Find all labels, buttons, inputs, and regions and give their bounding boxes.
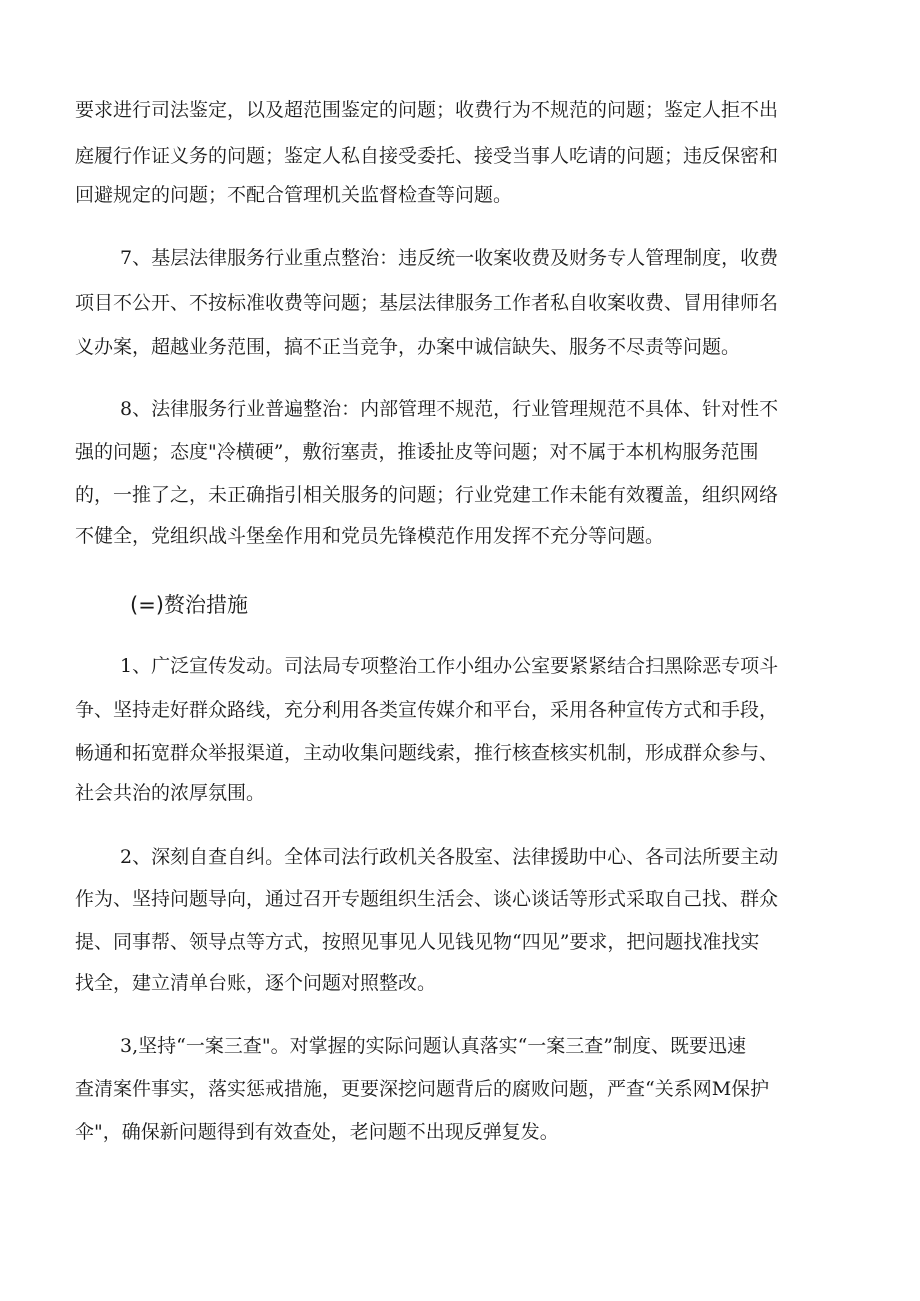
text-line: 社会共治的浓厚氛围。 (75, 782, 266, 804)
text-line: 作为、坚持问题导向，通过召开专题组织生活会、谈心谈话等形式采取自己找、群众 (75, 888, 779, 910)
text-line: 庭履行作证义务的问题；鉴定人私自接受委托、接受当事人吃请的问题；违反保密和 (75, 145, 779, 167)
section-heading: (=)赘治措施 (130, 593, 248, 617)
text-line: 项目不公开、不按标准收费等问题；基层法律服务工作者私自收案收费、冒用律师名 (75, 292, 779, 314)
text-line: 不健全，党组织战斗堡垒作用和党员先锋模范作用发挥不充分等问题。 (75, 525, 665, 547)
text-line: 1、广泛宣传发动。司法局专项整治工作小组办公室要紧紧结合扫黑除恶专项斗 (120, 655, 779, 677)
text-line: 8、法律服务行业普遍整治：内部管理不规范，行业管理规范不具体、针对性不 (120, 398, 779, 420)
text-line: 伞"，确保新问题得到有效查处，老问题不出现反弹复发。 (75, 1121, 559, 1143)
text-line: 畅通和拓宽群众举报渠道，主动收集问题线索，推行核查核实机制，形成群众参与、 (75, 742, 779, 764)
text-line: 争、坚持走好群众路线，充分利用各类宣传媒介和平台，采用各种宣传方式和手段， (75, 699, 779, 721)
text-line: 3,坚持“一案三查"。对掌握的实际问题认真落实“一案三查”制度、既要迅速 (120, 1035, 747, 1057)
text-line: 2、深刻自查自纠。全体司法行政机关各股室、法律援助中心、各司法所要主动 (120, 846, 779, 868)
text-line: 强的问题；态度"冷横硬”，敷衍塞责，推诿扯皮等问题；对不属于本机构服务范围 (75, 441, 759, 463)
text-line: 找全，建立清单台账，逐个问题对照整改。 (75, 972, 437, 994)
text-line: 义办案，超越业务范围，搞不正当竞争，办案中诚信缺失、服务不尽责等问题。 (75, 336, 741, 358)
text-line: 回避规定的问题；不配合管理机关监督检查等问题。 (75, 184, 513, 206)
text-line: 提、同事帮、领导点等方式，按照见事见人见钱见物“四见”要求，把问题找准找实 (75, 931, 760, 953)
text-line: 7、基层法律服务行业重点整治：违反统一收案收费及财务专人管理制度，收费 (120, 247, 779, 269)
text-line: 的，一推了之，未正确指引相关服务的问题；行业党建工作未能有效覆盖，组织网络 (75, 484, 779, 506)
text-line: 要求进行司法鉴定，以及超范围鉴定的问题；收费行为不规范的问题；鉴定人拒不出 (75, 99, 779, 121)
text-line: 查清案件事实，落实惩戒措施，更要深挖问题背后的腐败问题，严查“关系网M保护 (75, 1078, 770, 1100)
